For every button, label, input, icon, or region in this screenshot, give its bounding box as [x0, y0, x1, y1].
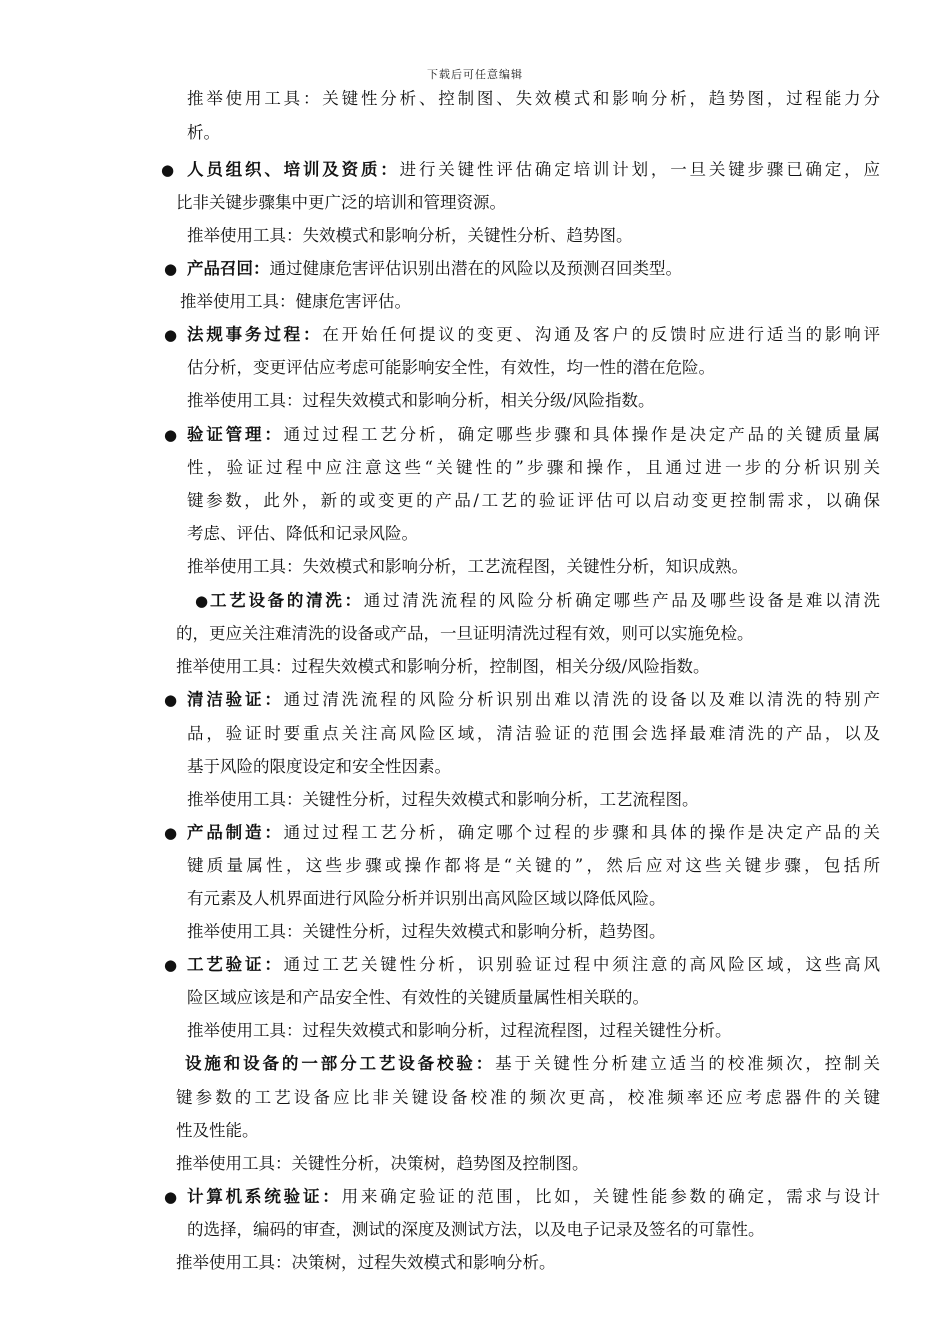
- item-text-line: 的选择，编码的审查，测试的深度及测试方法，以及电子记录及签名的可靠性。: [187, 1220, 765, 1239]
- item-cleaning-validation: [187, 689, 880, 711]
- tools-line: 推举使用工具：过程失效模式和影响分析，过程流程图，过程关键性分析。: [187, 1021, 732, 1040]
- bullet-icon: ●: [164, 824, 178, 842]
- item-term: 计算机系统验证：: [187, 1187, 342, 1206]
- bullet-icon: ●: [164, 1188, 178, 1206]
- bullet-icon: ●: [164, 260, 178, 278]
- bullet-icon: ●: [164, 956, 178, 974]
- item-text-line: 险区域应该是和产品安全性、有效性的关键质量属性相关联的。: [187, 988, 649, 1007]
- item-text-line: 性及性能。: [176, 1121, 259, 1140]
- item-text-line: 比非关键步骤集中更广泛的培训和管理资源。: [176, 193, 506, 212]
- item-text-line: 键参数的工艺设备应比非关键设备校准的频次更高，校准频率还应考虑器件的关键: [176, 1088, 880, 1107]
- item-calibration: [185, 1053, 880, 1075]
- tools-line: 推举使用工具：健康危害评估。: [180, 292, 411, 311]
- item-text: 基于关键性分析建立适当的校准频次，控制关: [495, 1054, 881, 1073]
- item-text-line: 键质量属性，这些步骤或操作都将是“关键的”，然后应对这些关键步骤，包括所: [187, 856, 880, 875]
- item-validation-mgmt: [187, 424, 880, 446]
- item-personnel: [187, 159, 880, 181]
- item-text: 通过过程工艺分析，确定哪些步骤和具体操作是决定产品的关键质量属: [283, 425, 881, 444]
- item-text: 通过健康危害评估识别出潜在的风险以及预测召回类型。: [269, 259, 682, 278]
- item-text-line: 基于风险的限度设定和安全性因素。: [187, 757, 451, 776]
- bullet-icon: ●: [164, 691, 178, 709]
- item-text-line: 有元素及人机界面进行风险分析并识别出高风险区域以降低风险。: [187, 889, 666, 908]
- page-header: 下载后可任意编辑: [427, 68, 523, 81]
- item-text-line: 估分析，变更评估应考虑可能影响安全性，有效性，均一性的潜在危险。: [187, 358, 715, 377]
- item-text-line: 品，验证时要重点关注高风险区域，清洁验证的范围会选择最难清洗的产品，以及: [187, 724, 880, 743]
- bullet-icon: ●: [161, 161, 175, 179]
- item-text-line: 的，更应关注难清洗的设备或产品，一旦证明清洗过程有效，则可以实施免检。: [176, 624, 754, 643]
- tools-line: 推举使用工具：过程失效模式和影响分析，相关分级/风险指数。: [187, 391, 655, 410]
- tools-line: 推举使用工具：过程失效模式和影响分析，控制图，相关分级/风险指数。: [176, 657, 710, 676]
- item-term: 工艺验证：: [187, 955, 284, 974]
- item-term: 法规事务过程：: [187, 325, 323, 344]
- item-text-line: 性，验证过程中应注意这些“关键性的”步骤和操作，且通过进一步的分析识别关: [187, 458, 880, 477]
- item-term: 人员组织、培训及资质：: [187, 160, 400, 179]
- item-text: 进行关键性评估确定培训计划，一旦关键步骤已确定，应: [399, 160, 881, 179]
- item-manufacturing: [187, 822, 880, 844]
- item-term: 产品召回：: [187, 259, 270, 278]
- item-text-line: 考虑、评估、降低和记录风险。: [187, 524, 418, 543]
- item-text: 通过工艺关键性分析，识别验证过程中须注意的高风险区域，这些高风: [283, 955, 881, 974]
- item-text: 用来确定验证的范围，比如，关键性能参数的确定，需求与设计: [341, 1187, 881, 1206]
- tools-line-continued: 析。: [187, 123, 220, 142]
- bullet-icon: ●: [164, 326, 178, 344]
- item-term: 工艺设备的清洗：: [210, 591, 364, 610]
- item-text-line: 键参数，此外，新的或变更的产品/工艺的验证评估可以启动变更控制需求，以确保: [187, 491, 880, 510]
- item-text: 通过清洗流程的风险分析确定哪些产品及哪些设备是难以清洗: [363, 591, 881, 610]
- bullet-icon: ●: [195, 592, 209, 610]
- item-term: 产品制造：: [187, 823, 284, 842]
- tools-line: 推举使用工具：关键性分析，决策树，趋势图及控制图。: [176, 1154, 589, 1173]
- item-text: 通过过程工艺分析，确定哪个过程的步骤和具体的操作是决定产品的关: [283, 823, 881, 842]
- item-process-validation: [187, 954, 880, 976]
- item-computer-validation: [187, 1186, 880, 1208]
- tools-line: 推举使用工具：关键性分析，过程失效模式和影响分析，趋势图。: [187, 922, 666, 941]
- tools-line: 推举使用工具：关键性分析、控制图、失效模式和影响分析，趋势图，过程能力分: [187, 89, 880, 108]
- item-text: 通过清洗流程的风险分析识别出难以清洗的设备以及难以清洗的特别产: [283, 690, 881, 709]
- item-regulatory: [187, 324, 880, 346]
- item-term: 验证管理：: [187, 425, 284, 444]
- tools-line: 推举使用工具：关键性分析，过程失效模式和影响分析，工艺流程图。: [187, 790, 699, 809]
- item-term: 设施和设备的一部分工艺设备校验：: [185, 1054, 496, 1073]
- item-product-recall: [187, 258, 682, 280]
- tools-line: 推举使用工具：决策树，过程失效模式和影响分析。: [176, 1253, 556, 1272]
- item-term: 清洁验证：: [187, 690, 284, 709]
- bullet-icon: ●: [164, 426, 178, 444]
- tools-line: 推举使用工具：失效模式和影响分析，工艺流程图，关键性分析，知识成熟。: [187, 557, 748, 576]
- item-text: 在开始任何提议的变更、沟通及客户的反馈时应进行适当的影响评: [322, 325, 881, 344]
- item-equipment-cleaning: [210, 590, 880, 612]
- tools-line: 推举使用工具：失效模式和影响分析，关键性分析、趋势图。: [187, 226, 633, 245]
